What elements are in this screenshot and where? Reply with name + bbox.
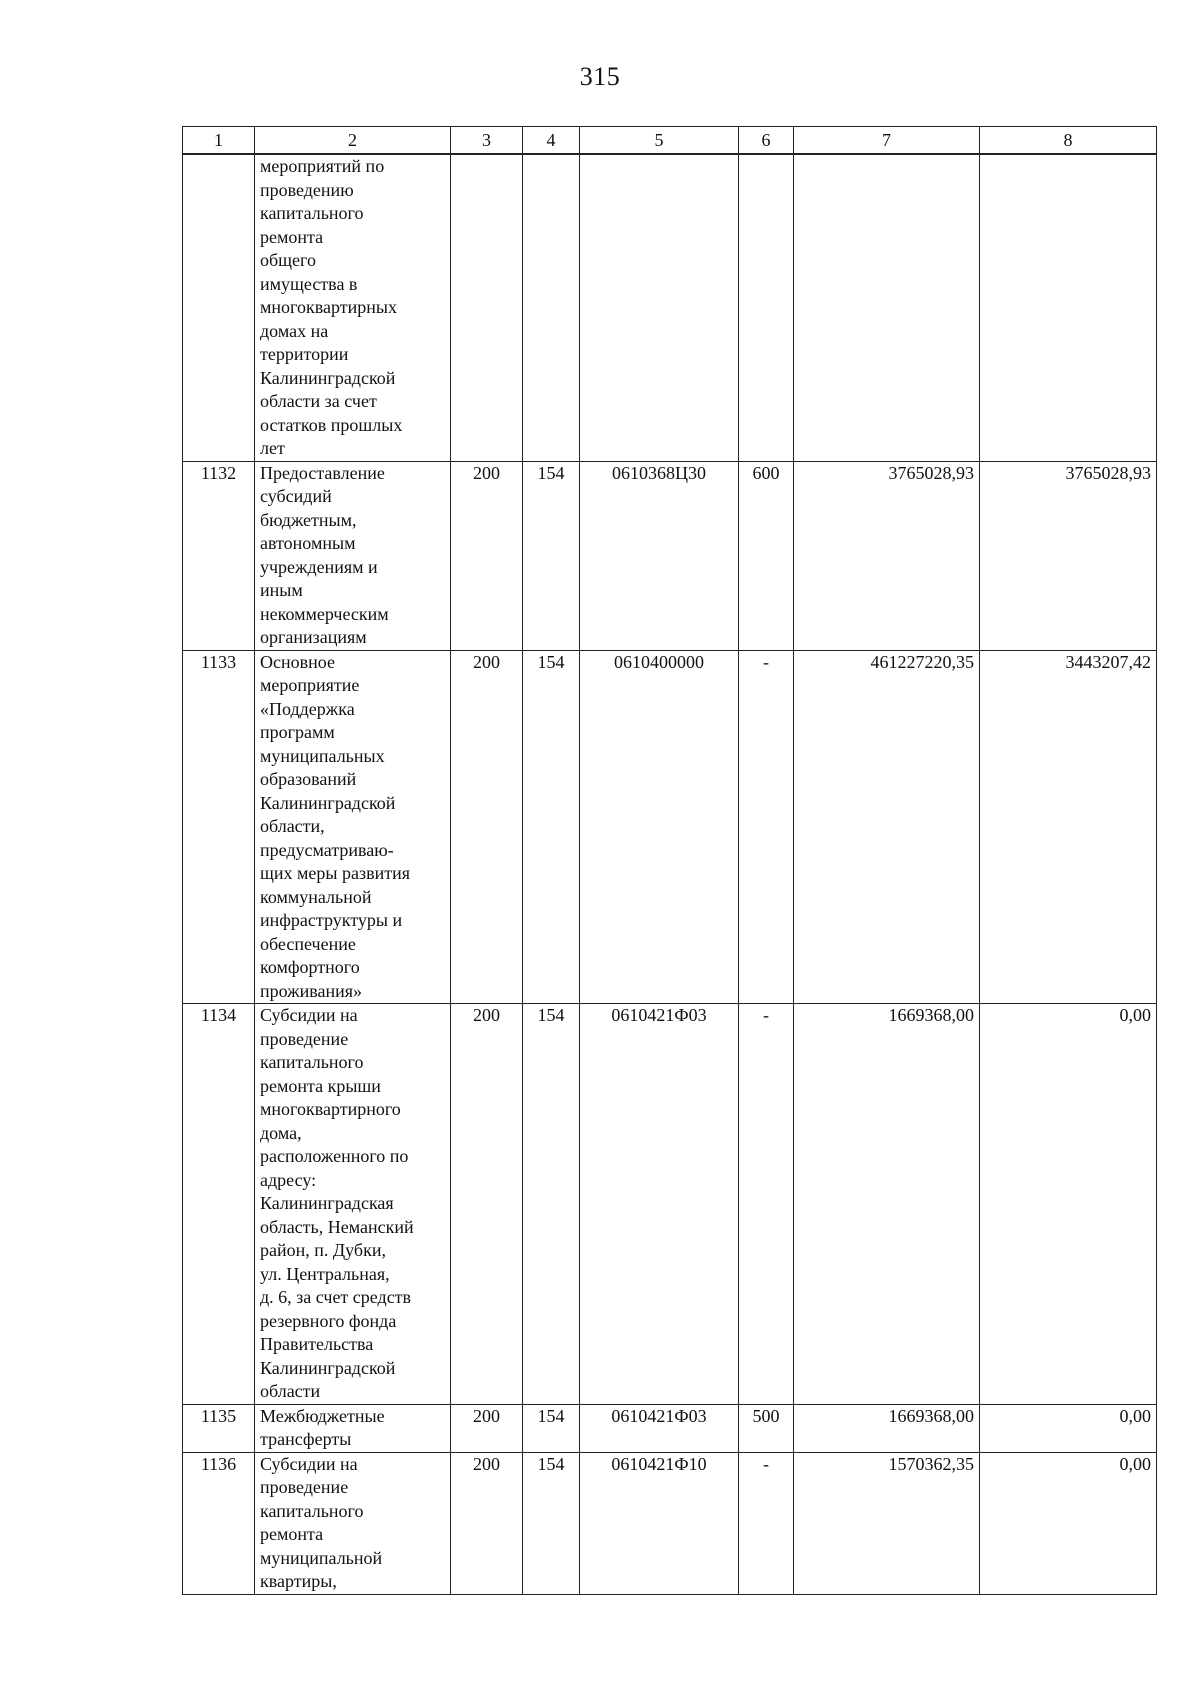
row-col-6: -: [739, 650, 794, 1004]
header-col-1: 1: [183, 127, 255, 155]
row-col-7: [794, 154, 980, 461]
row-col-8: 0,00: [980, 1404, 1157, 1452]
row-col-6: [739, 154, 794, 461]
row-col-7: 461227220,35: [794, 650, 980, 1004]
header-col-8: 8: [980, 127, 1157, 155]
row-col-4: 154: [523, 461, 580, 650]
row-col-8: 0,00: [980, 1452, 1157, 1594]
row-number: 1136: [183, 1452, 255, 1594]
row-col-5: [580, 154, 739, 461]
row-col-6: -: [739, 1004, 794, 1405]
row-col-6: 600: [739, 461, 794, 650]
row-col-3: 200: [451, 1404, 523, 1452]
row-col-8: [980, 154, 1157, 461]
row-col-4: 154: [523, 650, 580, 1004]
row-name-text: Субсидии на проведение капитального ремонта муниципальной квартиры,: [260, 1453, 383, 1591]
row-col-5: 0610421Ф10: [580, 1452, 739, 1594]
row-name-text: мероприятий по проведению капитального ремонта общего имущества в многоквартирных домах на территории Калининградской области за счет остатков прошлых лет: [260, 156, 403, 458]
table-row: [183, 1004, 1157, 1405]
row-col-5: 0610400000: [580, 650, 739, 1004]
row-col-4: 154: [523, 1404, 580, 1452]
row-col-7: 1570362,35: [794, 1452, 980, 1594]
row-col-3: 200: [451, 1004, 523, 1405]
row-number: 1133: [183, 650, 255, 1004]
row-col-3: [451, 154, 523, 461]
row-col-6: -: [739, 1452, 794, 1594]
row-col-8: 3765028,93: [980, 461, 1157, 650]
budget-table: [182, 126, 1157, 1595]
table-row: [183, 1452, 1157, 1594]
row-name: [255, 154, 451, 461]
row-col-4: [523, 154, 580, 461]
row-number: 1134: [183, 1004, 255, 1405]
table-row: [183, 461, 1157, 650]
header-col-2: 2: [255, 127, 451, 155]
row-col-4: 154: [523, 1004, 580, 1405]
row-name-text: Предоставление субсидий бюджетным, автономным учреждениям и иным некоммерческим организациям: [260, 462, 389, 647]
page-number: 315: [579, 62, 621, 91]
row-col-3: 200: [451, 650, 523, 1004]
row-name-text: Основное мероприятие «Поддержка программ муниципальных образований Калининградской области, предусматриваю- щих меры развития коммунальной инфраструктуры и обеспечение комфортного проживания»: [260, 651, 410, 1001]
table-row: [183, 154, 1157, 461]
row-name: [255, 650, 451, 1004]
row-col-7: 1669368,00: [794, 1404, 980, 1452]
row-col-5: 0610421Ф03: [580, 1004, 739, 1405]
row-number: 1132: [183, 461, 255, 650]
header-col-4: 4: [523, 127, 580, 155]
table-row: [183, 650, 1157, 1004]
header-col-5: 5: [580, 127, 739, 155]
row-name-text: Межбюджетные трансферты: [260, 1405, 385, 1449]
row-col-5: 0610421Ф03: [580, 1404, 739, 1452]
row-col-8: 3443207,42: [980, 650, 1157, 1004]
row-col-8: 0,00: [980, 1004, 1157, 1405]
row-name: [255, 1004, 451, 1405]
row-col-7: 3765028,93: [794, 461, 980, 650]
row-col-7: 1669368,00: [794, 1004, 980, 1405]
row-col-3: 200: [451, 461, 523, 650]
row-col-5: 0610368Ц30: [580, 461, 739, 650]
row-number: [183, 154, 255, 461]
row-col-6: 500: [739, 1404, 794, 1452]
row-name: [255, 1452, 451, 1594]
header-row: [183, 127, 1157, 155]
row-name: [255, 1404, 451, 1452]
row-col-3: 200: [451, 1452, 523, 1594]
row-name: [255, 461, 451, 650]
header-col-3: 3: [451, 127, 523, 155]
row-col-4: 154: [523, 1452, 580, 1594]
table-row: [183, 1404, 1157, 1452]
header-col-7: 7: [794, 127, 980, 155]
row-number: 1135: [183, 1404, 255, 1452]
row-name-text: Субсидии на проведение капитального ремонта крыши многоквартирного дома, расположенного по адресу: Калининградская область, Неманский район, п. Дубки, ул. Центральная, д. 6, за счет средств резервного фонда Правительства Калининградской области: [260, 1005, 414, 1401]
header-col-6: 6: [739, 127, 794, 155]
